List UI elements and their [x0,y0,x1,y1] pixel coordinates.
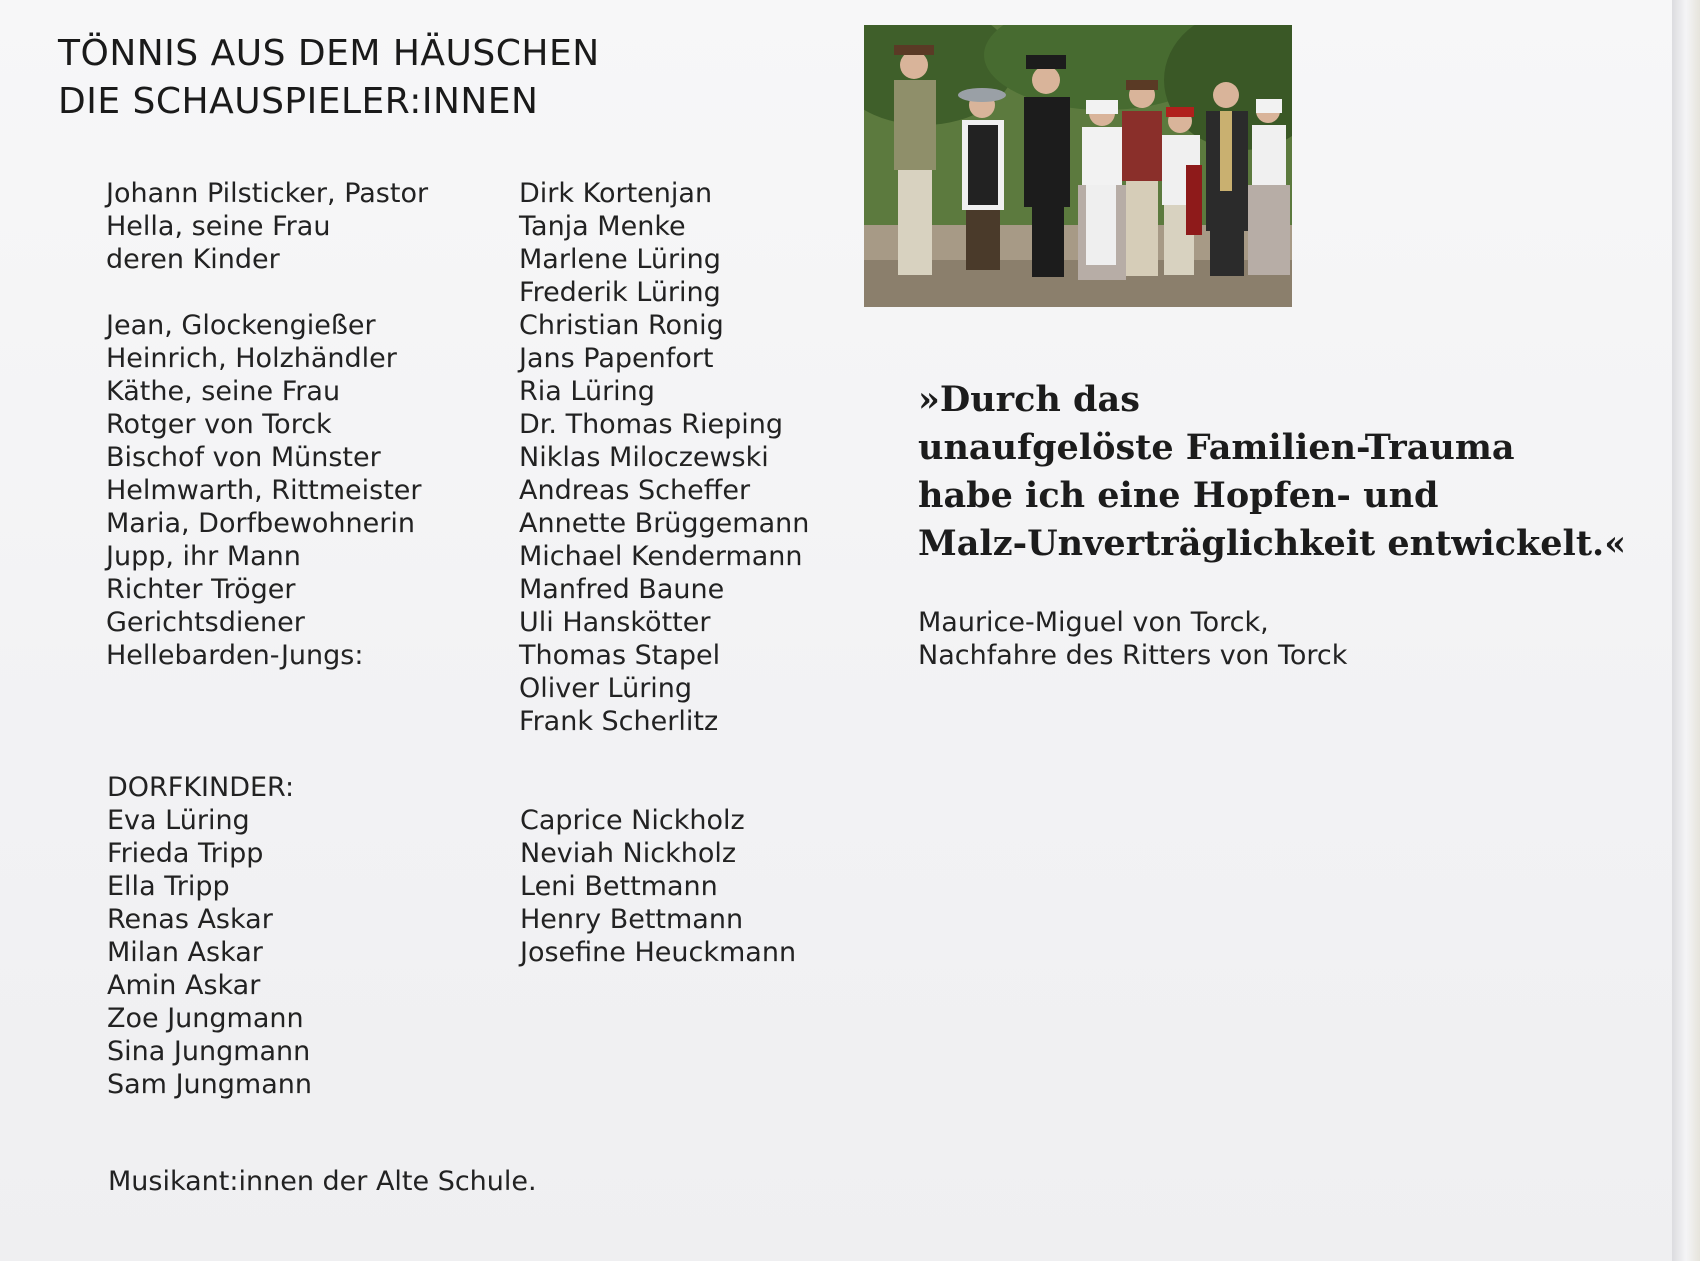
child-name: Josefine Heuckmann [520,937,797,968]
cast-actor: Tanja Menke [519,211,686,242]
child-name: Neviah Nickholz [520,838,737,869]
cast-role: Johann Pilsticker, Pastor [106,178,429,209]
attribution-name: Maurice-Miguel von Torck, [918,607,1269,638]
cast-role: Richter Tröger [106,574,296,605]
quote-line: »Durch das [918,379,1140,420]
child-name: Amin Askar [107,970,261,1001]
cast-role: Jean, Glockengießer [106,310,376,341]
child-name: Caprice Nickholz [520,805,745,836]
cast-role: Helmwarth, Rittmeister [106,475,422,506]
cast-photo [864,25,1292,307]
quote-line: Malz-Unverträglichkeit entwickelt.« [918,523,1627,564]
cast-actor: Oliver Lüring [519,673,693,704]
child-name: Renas Askar [107,904,273,935]
page-title [58,30,600,126]
quote-attribution [918,606,1347,672]
cast-actor: Marlene Lüring [519,244,721,275]
cast-actors-column [519,177,809,738]
child-name: Henry Bettmann [520,904,744,935]
cast-actor: Jans Papenfort [519,343,714,374]
cast-actor: Uli Hanskötter [519,607,711,638]
cast-role-spacer [106,276,428,309]
cast-role: Hellebarden-Jungs: [106,640,364,671]
child-name: Milan Askar [107,937,263,968]
cast-actor: Christian Ronig [519,310,724,341]
cast-role: deren Kinder [106,244,280,275]
title-line-1: TÖNNIS AUS DEM HÄUSCHEN [58,33,600,74]
cast-role: Jupp, ihr Mann [106,541,301,572]
attribution-description: Nachfahre des Ritters von Torck [918,640,1348,671]
cast-role: Bischof von Münster [106,442,381,473]
cast-role: Gerichtsdiener [106,607,305,638]
child-name: Leni Bettmann [520,871,718,902]
cast-actor: Dirk Kortenjan [519,178,713,209]
cast-actor: Manfred Baune [519,574,725,605]
children-heading: DORFKINDER: [107,772,295,803]
child-name: Sina Jungmann [107,1036,311,1067]
cast-actor: Andreas Scheffer [519,475,751,506]
cast-photo-illustration [864,25,1292,307]
cast-role: Hella, seine Frau [106,211,331,242]
musicians-note: Musikant:innen der Alte Schule. [108,1166,537,1197]
child-name: Zoe Jungmann [107,1003,304,1034]
child-name: Sam Jungmann [107,1069,312,1100]
child-name: Ella Tripp [107,871,230,902]
cast-actor: Thomas Stapel [519,640,721,671]
cast-role: Rotger von Torck [106,409,332,440]
page-edge [1672,0,1700,1261]
quote [918,376,1626,568]
cast-roles-column [106,177,428,672]
quote-line: habe ich eine Hopfen- und [918,475,1439,516]
cast-role: Käthe, seine Frau [106,376,341,407]
cast-actor: Ria Lüring [519,376,655,407]
children-right-column [520,804,796,969]
children-left-column [107,771,312,1101]
child-name: Frieda Tripp [107,838,264,869]
cast-actor: Frederik Lüring [519,277,721,308]
cast-role: Heinrich, Holzhändler [106,343,397,374]
child-name: Eva Lüring [107,805,250,836]
cast-actor: Annette Brüggemann [519,508,810,539]
cast-actor: Dr. Thomas Rieping [519,409,783,440]
cast-actor: Niklas Miloczewski [519,442,769,473]
quote-line: unaufgelöste Familien-Trauma [918,427,1515,468]
cast-role: Maria, Dorfbewohnerin [106,508,415,539]
cast-actor: Frank Scherlitz [519,706,719,737]
title-line-2: DIE SCHAUSPIELER:INNEN [58,81,539,122]
cast-actor: Michael Kendermann [519,541,803,572]
